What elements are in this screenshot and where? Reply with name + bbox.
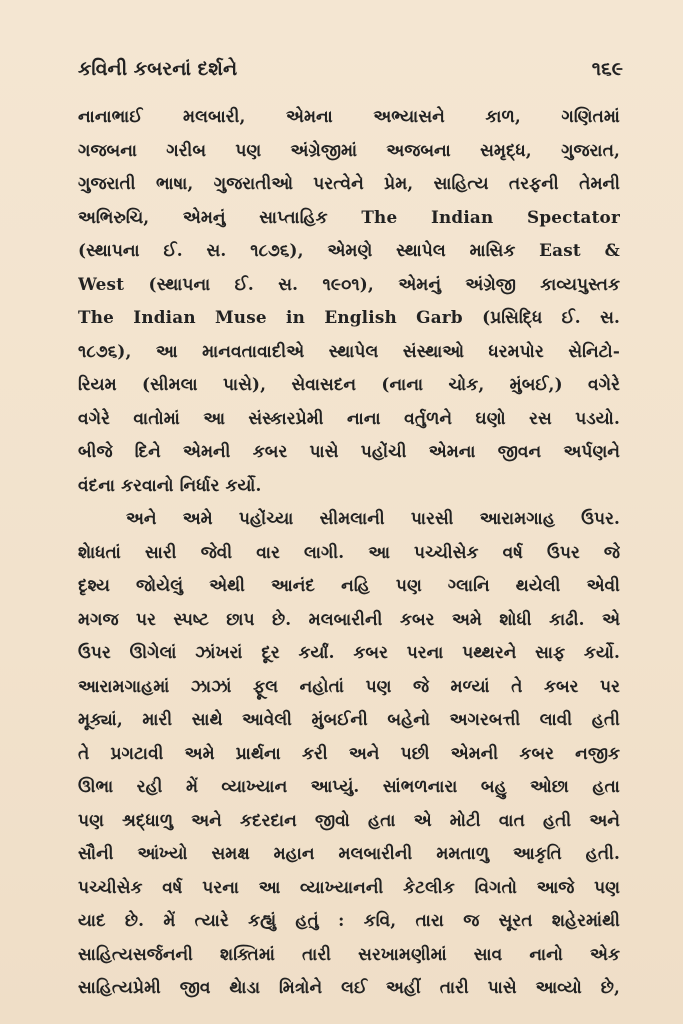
text-line: નાનાભાઈ મલબારી, એમના અભ્યાસને કાળ, ગણિતમાં (78, 106, 620, 126)
text-line: બીજે દિને એમની કબર પાસે પહોંચી એમના જીવન અર્પણને (78, 441, 620, 461)
text-line: ૧૮૭૬), આ માનવતાવાદીએ સ્થાપેલ સંસ્થાઓ ધરમપોર સેનિટો- (78, 340, 620, 361)
text-line: તે પ્રગટાવી અમે પ્રાર્થના કરી અને પછી એમની કબર નજીક (78, 742, 620, 763)
body-text (78, 100, 620, 1005)
text-line: દૃશ્ય જોયેલું એથી આનંદ નહિ પણ ગ્લાનિ થયેલી એવી (78, 575, 620, 595)
text-line: વગેરે વાતોમાં આ સંસ્કારપ્રેમી નાના વર્તુળને ઘણો રસ પડયો. (78, 407, 620, 428)
text-line: The Indian Muse in English Garb (પ્રસિદ્ધિ ઈ. સ. (78, 307, 620, 327)
text-line: (સ્થાપના ઈ. સ. ૧૮૭૬), એમણે સ્થાપેલ માસિક East & (78, 240, 620, 260)
text-line: અભિરુચિ, એમનું સાપ્તાહિક The Indian Spectator (78, 206, 620, 227)
chapter-title: કવિની કબરનાં દર્શને (78, 58, 238, 80)
text-line: સાહિત્યપ્રેમી જીવ થેાડા મિત્રોને લઈ અહીં તારી પાસે આવ્યો છે, (78, 977, 620, 997)
text-line: મગજ પર સ્પષ્ટ છાપ છે. મલબારીની કબર અમે શોધી કાઢી. એ (78, 608, 620, 629)
paragraph-end-line: વંદના કરવાનો નિર્ધાર કર્યો. (78, 474, 262, 495)
text-line: યાદ છે. મેં ત્યારે કહ્યું હતું : કવિ, તારા જ સૂરત શહેરમાંથી (78, 910, 620, 930)
text-line: West (સ્થાપના ઈ. સ. ૧૯૦૧), એમનું અંગ્રેજી કાવ્યપુસ્તક (78, 273, 620, 294)
text-line: ગજબના ગરીબ પણ અંગ્રેજીમાં અજબના સમૃદ્ધ, ગુજરાત, (78, 139, 620, 160)
text-line: આરામગાહમાં ઝાઝાં ફૂલ નહોતાં પણ જે મળ્યાં તે કબર પર (78, 675, 620, 696)
page-number: ૧૬૯ (591, 58, 623, 80)
text-line: પચ્ચીસેક વર્ષ પરના આ વ્યાખ્યાનની કેટલીક વિગતો આજે પણ (78, 876, 620, 897)
text-line: ગુજરાતી ભાષા, ગુજરાતીઓ પરત્વેને પ્રેમ, સાહિત્ય તરફની તેમની (78, 173, 620, 193)
text-line: પણ શ્રદ્ધાળુ અને કદરદાન જીવો હતા એ મોટી વાત હતી અને (78, 809, 620, 830)
paragraph-start-line: અને અમે પહોંચ્યા સીમલાની પારસી આરામગાહ ઉપર. (126, 508, 620, 528)
text-line: રિયમ (સીમલા પાસે), સેવાસદન (નાના ચોક, મુંબઈ,) વગેરે (78, 374, 620, 394)
text-line: ઊભા રહી મેં વ્યાખ્યાન આપ્યું. સાંભળનારા બહુ ઓછા હતા (78, 776, 620, 796)
running-head (78, 58, 623, 86)
text-line: મૂક્યાં, મારી સાથે આવેલી મુંબઈની બહેનો અગરબત્તી લાવી હતી (78, 709, 620, 729)
text-line: સાહિત્યસર્જનની શક્તિમાં તારી સરખામણીમાં સાવ નાનો એક (78, 943, 620, 964)
text-line: શેાધતાં સારી જેવી વાર લાગી. આ પચ્ચીસેક વર્ષ ઉપર જે (78, 541, 620, 562)
text-line: સૌની આંખ્યો સમક્ષ મહાન મલબારીની મમતાળુ આકૃતિ હતી. (78, 843, 620, 863)
text-line: ઉપર ઊગેલાં ઝાંખરાં દૂર કર્યાં. કબર પરના પથ્થરને સાફ કર્યો. (78, 642, 620, 662)
